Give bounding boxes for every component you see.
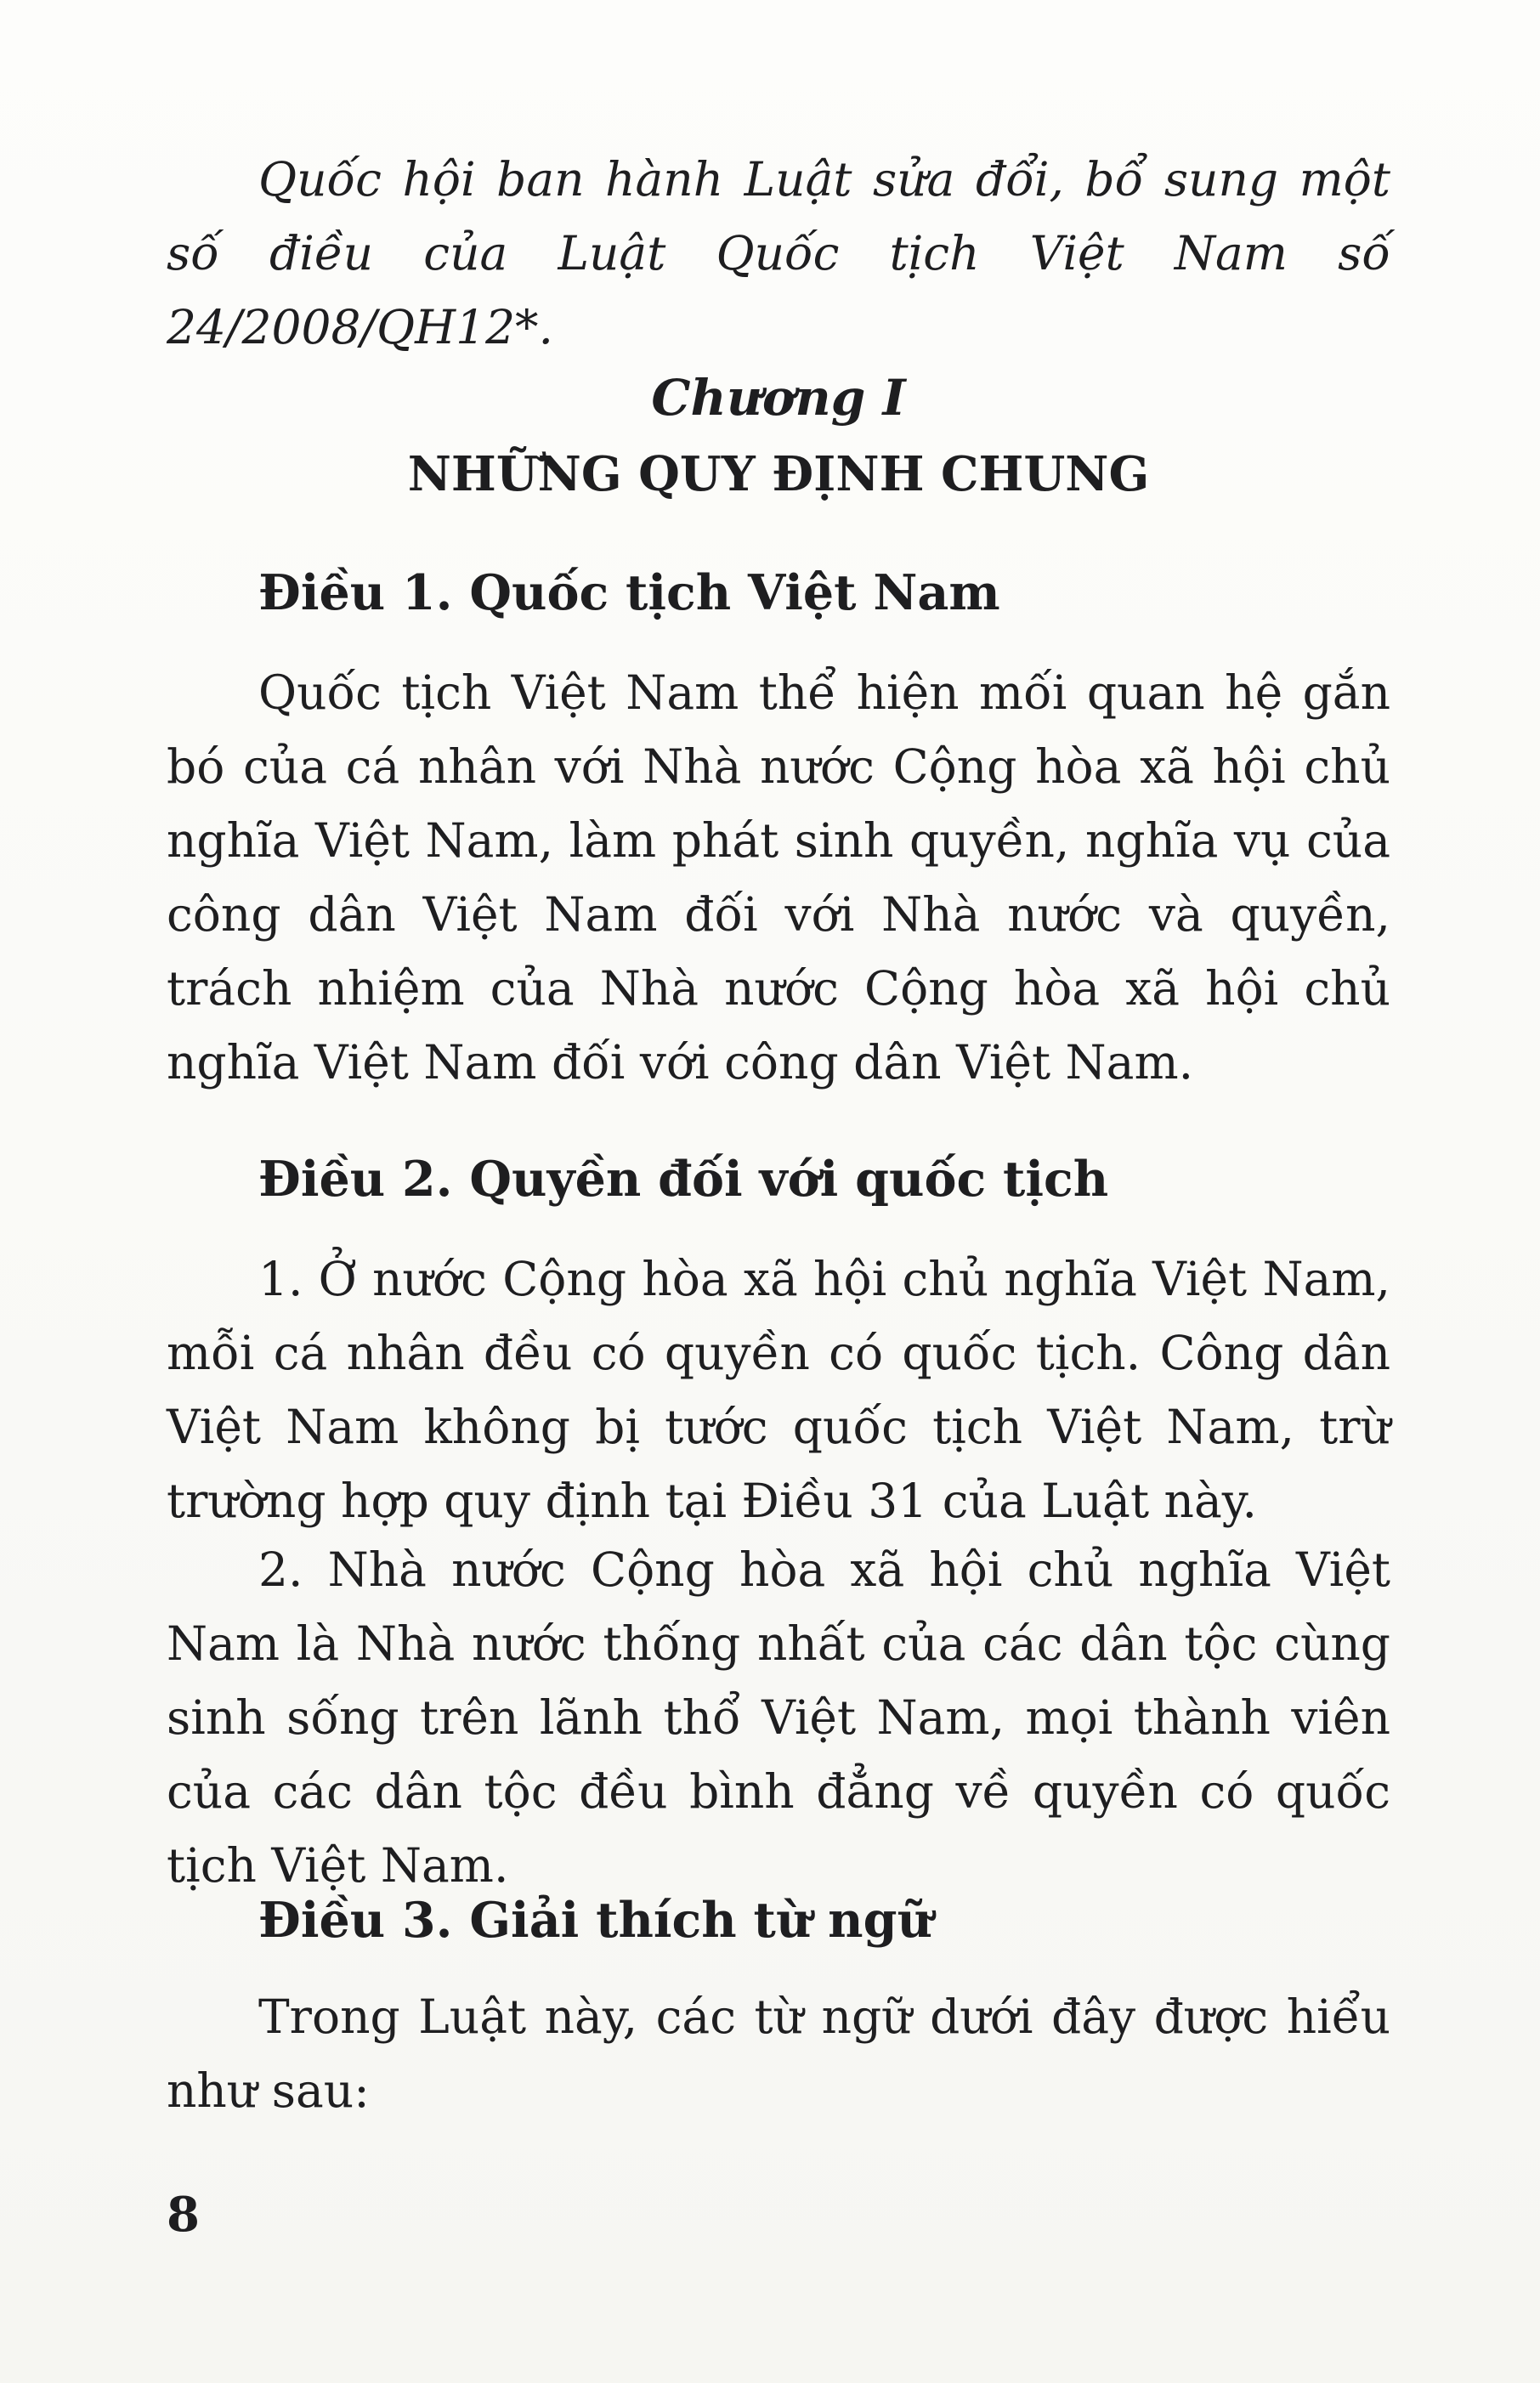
chapter-label: Chương I [651, 369, 906, 427]
article-3-heading: Điều 3. Giải thích từ ngữ [258, 1892, 932, 1949]
article-2-clause-2: 2. Nhà nước Cộng hòa xã hội chủ nghĩa Việt Nam là Nhà nước thống nhất của các dân tộc cùng sinh sống trên lãnh thổ Việt Nam, mọi thành viên của các dân tộc đều bình đẳng về quyền có quốc tịch Việt Nam. [167, 1542, 1390, 1893]
article-2-clause-1: 1. Ở nước Cộng hòa xã hội chủ nghĩa Việt Nam, mỗi cá nhân đều có quyền có quốc tịch. Công dân Việt Nam không bị tước quốc tịch Việt Nam, trừ trường hợp quy định tại Điều 31 của Luật này. [167, 1252, 1390, 1528]
article-1-heading: Điều 1. Quốc tịch Việt Nam [258, 564, 1000, 621]
article-1-paragraph: Quốc tịch Việt Nam thể hiện mối quan hệ gắn bó của cá nhân với Nhà nước Cộng hòa xã hội chủ nghĩa Việt Nam, làm phát sinh quyền, nghĩa vụ của công dân Việt Nam đối với Nhà nước và quyền, trách nhiệm của Nhà nước Cộng hòa xã hội chủ nghĩa Việt Nam đối với công dân Việt Nam. [167, 665, 1390, 1090]
chapter-title: NHỮNG QUY ĐỊNH CHUNG [407, 446, 1150, 502]
page-number: 8 [167, 2187, 200, 2243]
article-3-paragraph: Trong Luật này, các từ ngữ dưới đây được hiểu như sau: [167, 1990, 1390, 2118]
intro-paragraph: Quốc hội ban hành Luật sửa đổi, bổ sung một số điều của Luật Quốc tịch Việt Nam số 24/2008/QH12*. [167, 152, 1390, 354]
article-2-heading: Điều 2. Quyền đối với quốc tịch [258, 1151, 1109, 1208]
